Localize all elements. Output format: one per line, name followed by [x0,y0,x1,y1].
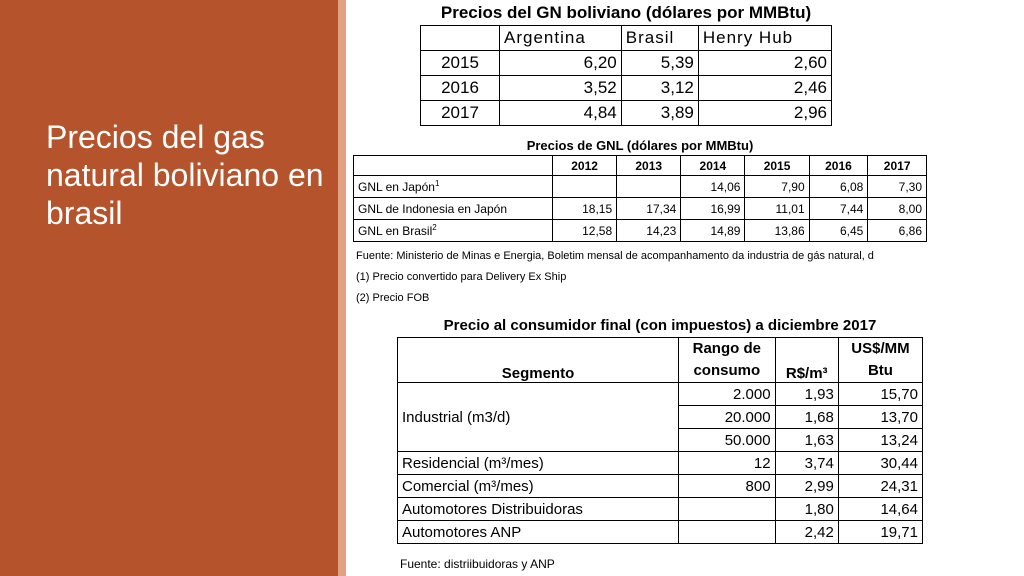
consumer-price-table [397,337,923,544]
bolivian-gas-price-table [420,25,832,126]
footnote-marker: 2 [432,223,437,232]
value-cell: 50.000 [679,429,776,452]
value-cell: 24,31 [838,475,922,498]
value-cell: 14,64 [838,498,922,521]
header-cell [421,26,500,51]
value-cell: 2,99 [775,475,838,498]
table-row [354,220,927,242]
table-row [398,383,923,406]
segment-cell: Automotores ANP [398,521,679,544]
table-header-row [398,338,923,383]
row-label: GNL en Brasil [358,224,433,238]
value-cell: 2,42 [775,521,838,544]
header-cell: 2013 [617,156,681,176]
value-cell: 7,90 [745,176,809,198]
segment-cell: Residencial (m³/mes) [398,452,679,475]
table-row [398,521,923,544]
range-header-line1: Rango de [692,340,761,357]
value-cell: 1,68 [775,406,838,429]
value-cell: 1,63 [775,429,838,452]
value-cell: 8,00 [868,198,927,220]
value-cell: 4,84 [500,101,622,126]
table-header-row [354,156,927,176]
header-cell [354,156,553,176]
table-row [421,51,832,76]
footnote-1: (1) Precio convertido para Delivery Ex Ship [356,271,567,283]
value-cell: 6,45 [809,220,868,242]
value-cell: 1,93 [775,383,838,406]
table2-title: Precios de GNL (dólares por MMBtu) [526,138,754,153]
range-header-line2: consumo [693,362,761,379]
value-cell: 3,89 [621,101,698,126]
value-cell: 12 [679,452,776,475]
row-label-cell [354,198,553,220]
value-cell: 12,58 [553,220,617,242]
table3-title: Precio al consumidor final (con impuestos) a diciembre 2017 [443,317,877,334]
table-row [398,452,923,475]
row-label: GNL de Indonesia en Japón [358,201,507,216]
value-cell: 2,46 [698,76,831,101]
value-cell: 13,70 [838,406,922,429]
value-cell: 2,60 [698,51,831,76]
usd-header-line1: US$/MM [851,340,910,357]
value-cell [553,176,617,198]
year-cell: 2017 [421,101,500,126]
value-cell: 13,24 [838,429,922,452]
table-row [398,475,923,498]
value-cell [617,176,681,198]
year-cell: 2015 [421,51,500,76]
range-header [679,338,776,383]
segment-cell: Comercial (m³/mes) [398,475,679,498]
row-label: GNL en Japón [358,180,435,194]
value-cell: 2,96 [698,101,831,126]
value-cell: 18,15 [553,198,617,220]
value-cell: 30,44 [838,452,922,475]
brl-header: R$/m³ [775,338,838,383]
year-cell: 2016 [421,76,500,101]
slide-title: Precios del gas natural boliviano en brasil [46,119,324,231]
header-cell: 2014 [681,156,745,176]
row-label-cell [354,176,553,198]
usd-header [838,338,922,383]
value-cell [679,521,776,544]
header-cell: 2015 [745,156,809,176]
value-cell: 13,86 [745,220,809,242]
header-cell: 2017 [868,156,927,176]
table-header-row [421,26,832,51]
header-cell: 2012 [553,156,617,176]
table-row [421,101,832,126]
value-cell: 1,80 [775,498,838,521]
source-note: Fuente: Ministerio de Minas e Energia, Boletim mensal de acompanhamento da industria de gás natural, d [356,250,874,262]
value-cell: 15,70 [838,383,922,406]
table1-title: Precios del GN boliviano (dólares por MMBtu) [440,3,812,22]
value-cell: 3,12 [621,76,698,101]
table-row [421,76,832,101]
lng-price-table [353,155,927,242]
row-label-cell [354,220,553,242]
value-cell: 2.000 [679,383,776,406]
value-cell: 14,06 [681,176,745,198]
value-cell: 6,08 [809,176,868,198]
value-cell: 17,34 [617,198,681,220]
value-cell: 3,74 [775,452,838,475]
value-cell: 6,20 [500,51,622,76]
value-cell: 14,89 [681,220,745,242]
segment-header: Segmento [398,338,679,383]
value-cell: 16,99 [681,198,745,220]
table-row [354,176,927,198]
value-cell: 14,23 [617,220,681,242]
footnote-marker: 1 [434,179,440,188]
value-cell: 19,71 [838,521,922,544]
value-cell: 6,86 [868,220,927,242]
footnote-2: (2) Precio FOB [356,292,430,304]
table3-source: Fuente: distriibuidoras y ANP [400,557,555,571]
value-cell [679,498,776,521]
industrial-label: Industrial (m3/d) [398,383,679,452]
value-cell: 7,44 [809,198,868,220]
accent-stripe [338,0,346,576]
title-panel [0,0,338,576]
value-cell: 20.000 [679,406,776,429]
value-cell: 3,52 [500,76,622,101]
usd-header-line2: Btu [867,362,893,379]
header-cell: Argentina [500,26,622,51]
header-cell: Henry Hub [698,26,831,51]
header-cell: Brasil [621,26,698,51]
table-row [398,498,923,521]
header-cell: 2016 [809,156,868,176]
value-cell: 11,01 [745,198,809,220]
value-cell: 5,39 [621,51,698,76]
value-cell: 7,30 [868,176,927,198]
value-cell: 800 [679,475,776,498]
segment-cell: Automotores Distribuidoras [398,498,679,521]
table-row [354,198,927,220]
